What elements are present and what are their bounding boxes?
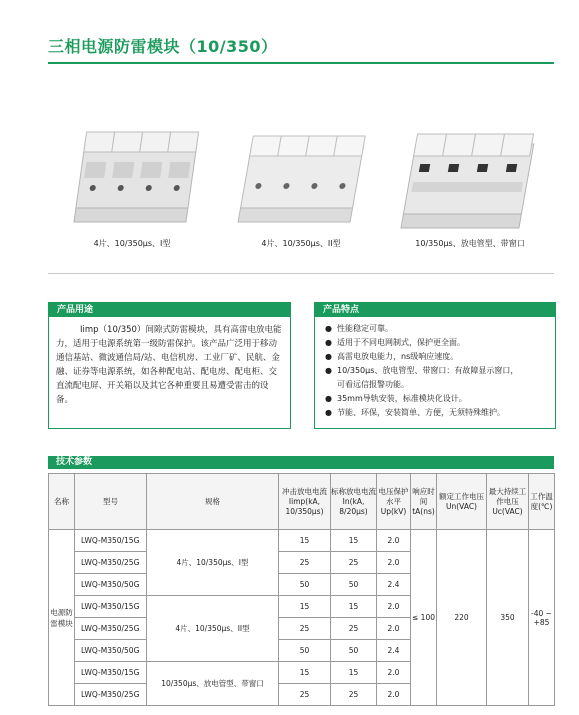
col-header-name: 名称 bbox=[49, 474, 75, 530]
iimp-cell: 15 bbox=[279, 596, 331, 618]
iimp-cell: 25 bbox=[279, 552, 331, 574]
list-item: ● 高雷电放电能力，ns级响应速度。 bbox=[325, 350, 551, 364]
title-rule bbox=[48, 62, 554, 64]
usage-text: Iimp（10/350）间隙式防雷模块，具有高雷电放电能力，适用于电源系统第一级防雷保护。该产品广泛用于移动通信基站、微波通信局/站、电信机房、工业厂矿、民航、金融、证券等电源系统，如各种配电站、配电房、配电柜、交直流配电屏、开关箱以及其它各种重要且易遭受雷击的设备。 bbox=[56, 325, 282, 405]
model-cell: LWQ-M350/15G bbox=[75, 596, 147, 618]
model-cell: LWQ-M350/25G bbox=[75, 684, 147, 706]
col-header-temp: 工作温度(℃) bbox=[529, 474, 555, 530]
product-2 bbox=[217, 70, 385, 270]
usage-box bbox=[48, 302, 291, 429]
product-3 bbox=[386, 70, 554, 270]
uc-cell: 350 bbox=[487, 530, 529, 706]
product-name-cell: 电源防雷模块 bbox=[49, 530, 75, 706]
bullet-icon: ● bbox=[325, 394, 332, 403]
features-heading: 产品特点 bbox=[315, 303, 555, 317]
section-divider bbox=[48, 273, 554, 274]
temp-cell: -40 ~ +85 bbox=[529, 530, 555, 706]
up-cell: 2.4 bbox=[377, 640, 411, 662]
in-cell: 15 bbox=[331, 530, 377, 552]
col-header-uc: 最大持续工作电压Uc(VAC) bbox=[487, 474, 529, 530]
up-cell: 2.0 bbox=[377, 530, 411, 552]
product-gallery bbox=[48, 70, 554, 270]
iimp-cell: 25 bbox=[279, 684, 331, 706]
list-item-continuation: 可看远信报警功能。 bbox=[337, 380, 409, 389]
up-cell: 2.0 bbox=[377, 662, 411, 684]
un-cell: 220 bbox=[437, 530, 487, 706]
in-cell: 25 bbox=[331, 684, 377, 706]
table-row bbox=[49, 530, 555, 552]
spec-cell: 4片、10/350μs、II型 bbox=[147, 596, 279, 662]
col-header-un: 额定工作电压Un(VAC) bbox=[437, 474, 487, 530]
list-item: ● 节能、环保，安装简单、方便，无须特殊维护。 bbox=[325, 406, 551, 420]
in-cell: 50 bbox=[331, 640, 377, 662]
up-cell: 2.0 bbox=[377, 552, 411, 574]
response-cell: ≤ 100 bbox=[411, 530, 437, 706]
in-cell: 15 bbox=[331, 662, 377, 684]
model-cell: LWQ-M350/15G bbox=[75, 530, 147, 552]
col-header-spec: 规格 bbox=[147, 474, 279, 530]
spec-cell: 4片、10/350μs、I型 bbox=[147, 530, 279, 596]
page-title: 三相电源防雷模块（10/350） bbox=[48, 37, 278, 56]
model-cell: LWQ-M350/25G bbox=[75, 618, 147, 640]
product-1 bbox=[48, 70, 216, 270]
model-cell: LWQ-M350/50G bbox=[75, 640, 147, 662]
features-box bbox=[314, 302, 556, 429]
up-cell: 2.0 bbox=[377, 618, 411, 640]
in-cell: 25 bbox=[331, 618, 377, 640]
up-cell: 2.0 bbox=[377, 684, 411, 706]
bullet-icon: ● bbox=[325, 324, 332, 333]
spec-cell: 10/350μs、放电管型、带窗口 bbox=[147, 662, 279, 706]
iimp-cell: 50 bbox=[279, 574, 331, 596]
model-cell: LWQ-M350/15G bbox=[75, 662, 147, 684]
model-cell: LWQ-M350/50G bbox=[75, 574, 147, 596]
iimp-cell: 15 bbox=[279, 662, 331, 684]
list-item: ● 性能稳定可靠。 bbox=[325, 322, 551, 336]
tech-heading: 技术参数 bbox=[48, 456, 554, 469]
model-cell: LWQ-M350/25G bbox=[75, 552, 147, 574]
usage-heading: 产品用途 bbox=[49, 303, 290, 317]
col-header-model: 型号 bbox=[75, 474, 147, 530]
col-header-in: 标称放电电流In(kA, 8/20μs) bbox=[331, 474, 377, 530]
features-list bbox=[325, 322, 551, 420]
in-cell: 50 bbox=[331, 574, 377, 596]
up-cell: 2.0 bbox=[377, 596, 411, 618]
bullet-icon: ● bbox=[325, 338, 332, 347]
col-header-up: 电压保护水平Up(kV) bbox=[377, 474, 411, 530]
up-cell: 2.4 bbox=[377, 574, 411, 596]
list-item: ● 适用于不同电网制式，保护更全面。 bbox=[325, 336, 551, 350]
col-header-iimp: 冲击放电电流Iimp(kA, 10/350μs) bbox=[279, 474, 331, 530]
in-cell: 25 bbox=[331, 552, 377, 574]
bullet-icon: ● bbox=[325, 366, 332, 375]
bullet-icon: ● bbox=[325, 352, 332, 361]
spec-table bbox=[48, 473, 555, 706]
iimp-cell: 15 bbox=[279, 530, 331, 552]
iimp-cell: 50 bbox=[279, 640, 331, 662]
table-header-row bbox=[49, 474, 555, 530]
product-caption: 4片、10/350μs、II型 bbox=[261, 239, 341, 248]
iimp-cell: 25 bbox=[279, 618, 331, 640]
list-item: ● 35mm导轨安装，标准模块化设计。 bbox=[325, 392, 551, 406]
in-cell: 15 bbox=[331, 596, 377, 618]
bullet-icon: ● bbox=[325, 408, 332, 417]
list-item: ● 10/350μs、放电管型、带窗口：有故障显示窗口， bbox=[325, 364, 551, 378]
product-caption: 4片、10/350μs、I型 bbox=[93, 239, 171, 248]
product-caption: 10/350μs、放电管型、带窗口 bbox=[415, 239, 525, 248]
col-header-response: 响应时间tA(ns) bbox=[411, 474, 437, 530]
